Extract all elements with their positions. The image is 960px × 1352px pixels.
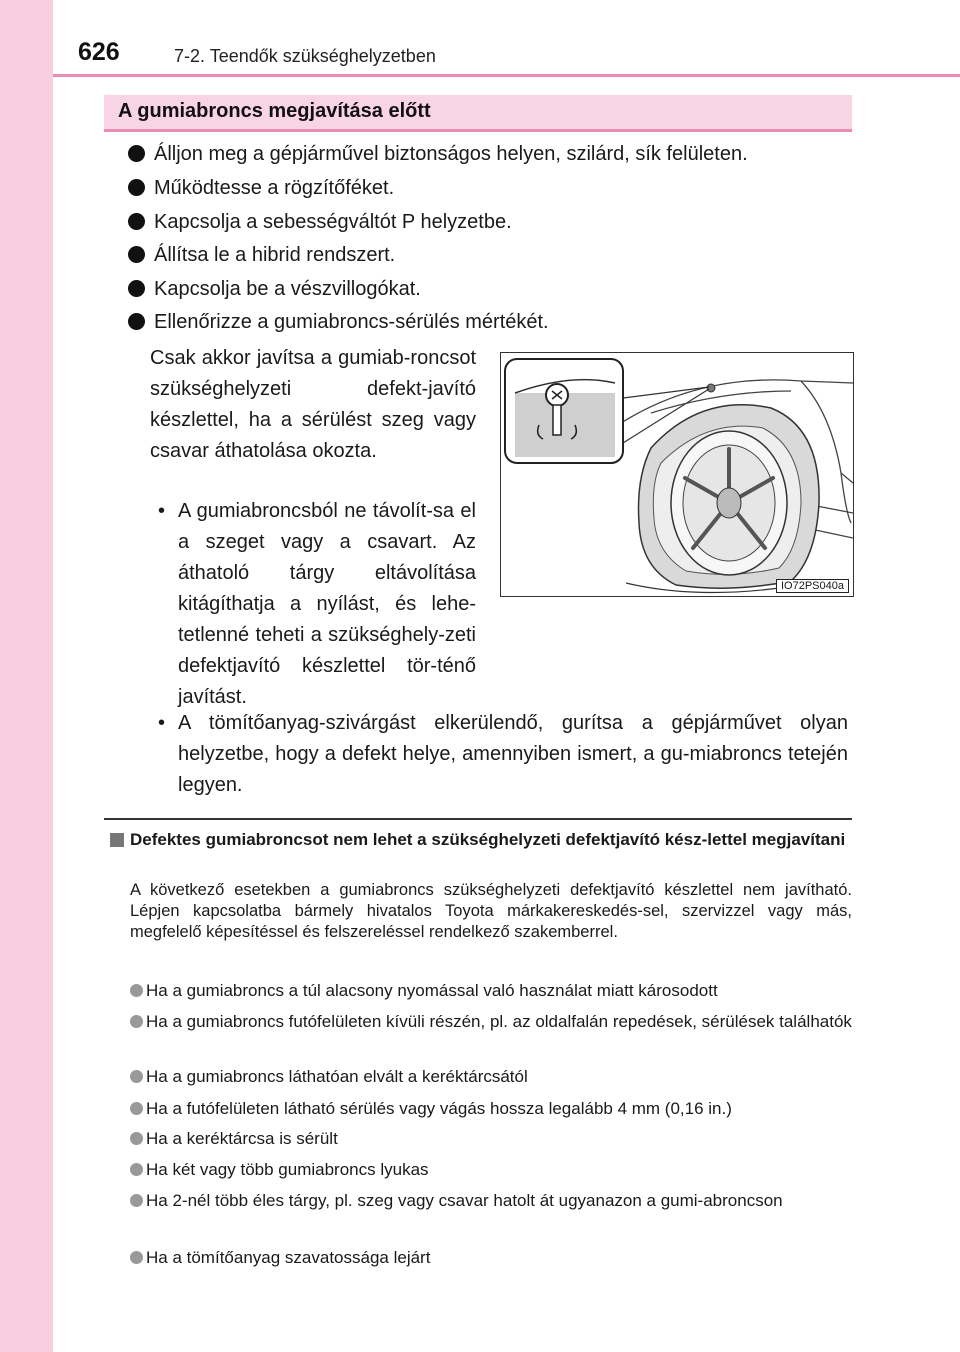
condition-item: Ha a gumiabroncs futófelületen kívüli részén, pl. az oldalfalán repedések, sérülések találhatók <box>130 1009 856 1034</box>
check-intro: Csak akkor javítsa a gumiab-roncsot szükséghelyzeti defekt-javító készlettel, ha a sérülést szeg vagy csavar áthatolása okozta. <box>150 347 476 462</box>
section-heading-text: A gumiabroncs megjavítása előtt <box>118 100 431 122</box>
condition-item: Ha a gumiabroncs láthatóan elvált a keréktárcsától <box>130 1064 856 1089</box>
bullet-dot-icon <box>130 1102 143 1115</box>
bullet-dot-icon <box>130 984 143 997</box>
page-number: 626 <box>78 38 120 66</box>
chapter-title: 7-2. Teendők szükséghelyzetben <box>174 46 436 66</box>
square-bullet-icon <box>110 833 124 847</box>
bullet-dot-icon <box>128 246 145 263</box>
bullet-dot-icon <box>128 213 145 230</box>
bullet-dot-icon <box>128 313 145 330</box>
flat-tire-illustration <box>500 352 854 597</box>
condition-item: Ha a gumiabroncs a túl alacsony nyomással való használat miatt károsodott <box>130 978 856 1003</box>
illustration-id-label: IO72PS040a <box>776 579 849 593</box>
header-rule <box>53 74 960 77</box>
bullet-dot-icon <box>128 280 145 297</box>
section-divider <box>104 818 852 820</box>
page-margin-band <box>0 0 53 1352</box>
flat-tire-drawing <box>501 353 853 596</box>
condition-item: Ha 2-nél több éles tárgy, pl. szeg vagy csavar hatolt át ugyanazon a gumi-abroncson <box>130 1188 856 1213</box>
bullet-dot-icon <box>130 1251 143 1264</box>
bullet-dot-icon <box>130 1163 143 1176</box>
condition-item: Ha a keréktárcsa is sérült <box>130 1126 856 1151</box>
bullet-dot-icon <box>130 1015 143 1028</box>
condition-item: Ha a futófelületen látható sérülés vagy vágás hossza legalább 4 mm (0,16 in.) <box>130 1096 856 1121</box>
bullet-dot-icon <box>130 1070 143 1083</box>
note-heading <box>104 827 852 852</box>
section-heading <box>104 95 852 132</box>
bullet-dot-icon <box>128 179 145 196</box>
bullet-dot-icon <box>128 145 145 162</box>
note-heading-text: Defektes gumiabroncsot nem lehet a szükséghelyzeti defektjavító kész-lettel megjavítani <box>130 830 846 849</box>
bullet-dot-icon <box>130 1132 143 1145</box>
condition-item: Ha két vagy több gumiabroncs lyukas <box>130 1157 856 1182</box>
bullet-dot-icon <box>130 1194 143 1207</box>
condition-item: Ha a tömítőanyag szavatossága lejárt <box>130 1245 856 1270</box>
note-paragraph: A következő esetekben a gumiabroncs szükséghelyzeti defektjavító készlettel nem javítható. Lépjen kapcsolatba bármely hivatalos Toyota márkakereskedés-sel, szervizzel vagy más, megfelelő képesítéssel és felszereléssel rendelkező szakemberrel. <box>130 881 852 941</box>
